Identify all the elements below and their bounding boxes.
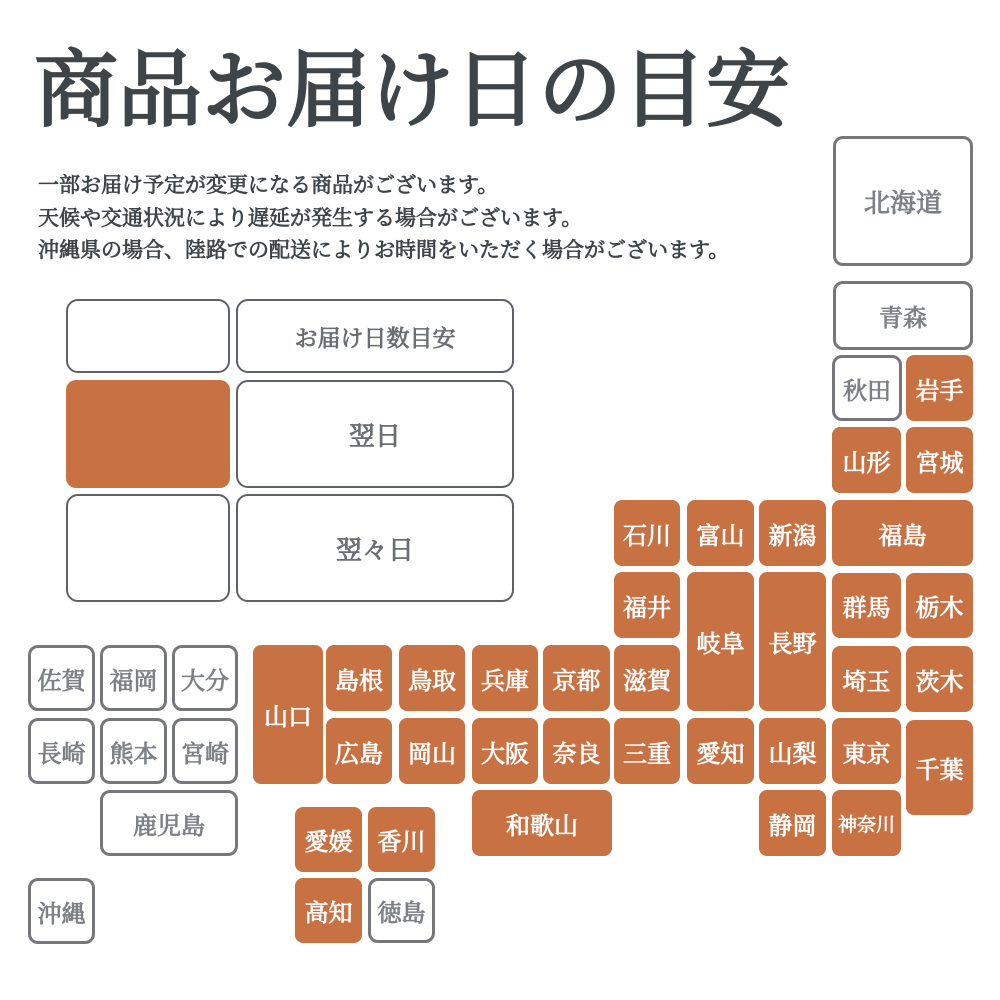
prefecture-fukuoka: 福岡	[100, 645, 167, 711]
prefecture-tottori: 鳥取	[399, 645, 465, 711]
prefecture-nagasaki: 長崎	[28, 718, 95, 784]
prefecture-kagawa: 香川	[368, 807, 435, 872]
prefecture-yamagata: 山形	[832, 427, 901, 493]
note-line-3: 沖縄県の場合、陸路での配送によりお時間をいただく場合がございます。	[38, 239, 730, 262]
prefecture-tochigi: 栃木	[906, 573, 973, 638]
prefecture-hiroshima: 広島	[326, 718, 392, 784]
prefecture-yamanashi: 山梨	[759, 718, 826, 784]
prefecture-osaka: 大阪	[472, 718, 538, 784]
prefecture-hyogo: 兵庫	[472, 645, 538, 711]
prefecture-toyama: 富山	[687, 500, 754, 566]
prefecture-fukushima: 福島	[832, 500, 973, 566]
prefecture-shizuoka: 静岡	[759, 790, 826, 856]
prefecture-ehime: 愛媛	[295, 807, 362, 872]
prefecture-miyagi: 宮城	[906, 427, 973, 493]
prefecture-kumamoto: 熊本	[100, 718, 167, 784]
prefecture-nara: 奈良	[543, 718, 610, 784]
note-line-2: 天候や交通状況により遅延が発生する場合がございます。	[38, 206, 583, 230]
prefecture-kanagawa: 神奈川	[832, 790, 901, 856]
notes	[38, 170, 729, 268]
prefecture-hokkaido: 北海道	[833, 136, 973, 266]
prefecture-nagano: 長野	[759, 572, 826, 711]
prefecture-kagoshima: 鹿児島	[100, 790, 238, 856]
legend-swatch-next-next-day	[66, 494, 230, 602]
prefecture-tokyo: 東京	[832, 718, 901, 784]
legend-next-day-label: 翌日	[236, 380, 514, 488]
prefecture-mie: 三重	[614, 718, 680, 784]
prefecture-shimane: 島根	[326, 645, 392, 711]
prefecture-saga: 佐賀	[28, 645, 95, 711]
legend-header-label: お届け日数目安	[236, 299, 514, 373]
legend-next-next-day-label: 翌々日	[236, 494, 514, 602]
prefecture-saitama: 埼玉	[832, 646, 901, 712]
prefecture-niigata: 新潟	[759, 500, 826, 566]
note-line-1: 一部お届け予定が変更になる商品がございます。	[38, 174, 499, 197]
prefecture-ibaraki: 茨木	[906, 646, 973, 712]
page-title: 商品お届け日の目安	[34, 43, 791, 137]
prefecture-ishikawa: 石川	[614, 500, 680, 566]
prefecture-fukui: 福井	[614, 572, 680, 638]
prefecture-yamaguchi: 山口	[253, 645, 323, 784]
prefecture-okayama: 岡山	[399, 718, 465, 784]
prefecture-tokushima: 徳島	[368, 878, 435, 943]
prefecture-akita: 秋田	[832, 355, 902, 421]
prefecture-aichi: 愛知	[687, 718, 754, 784]
prefecture-shiga: 滋賀	[614, 645, 680, 711]
prefecture-aomori: 青森	[833, 281, 973, 350]
prefecture-kochi: 高知	[295, 878, 362, 943]
prefecture-gifu: 岐阜	[687, 572, 754, 711]
prefecture-chiba: 千葉	[906, 720, 973, 815]
prefecture-iwate: 岩手	[906, 355, 973, 421]
prefecture-wakayama: 和歌山	[472, 790, 612, 856]
legend-swatch-next-day	[66, 380, 230, 488]
prefecture-oita: 大分	[172, 645, 238, 711]
prefecture-gunma: 群馬	[832, 573, 901, 638]
legend-swatch-empty	[66, 299, 230, 373]
prefecture-kyoto: 京都	[543, 645, 610, 711]
prefecture-okinawa: 沖縄	[28, 878, 95, 944]
prefecture-miyazaki: 宮崎	[172, 718, 238, 784]
